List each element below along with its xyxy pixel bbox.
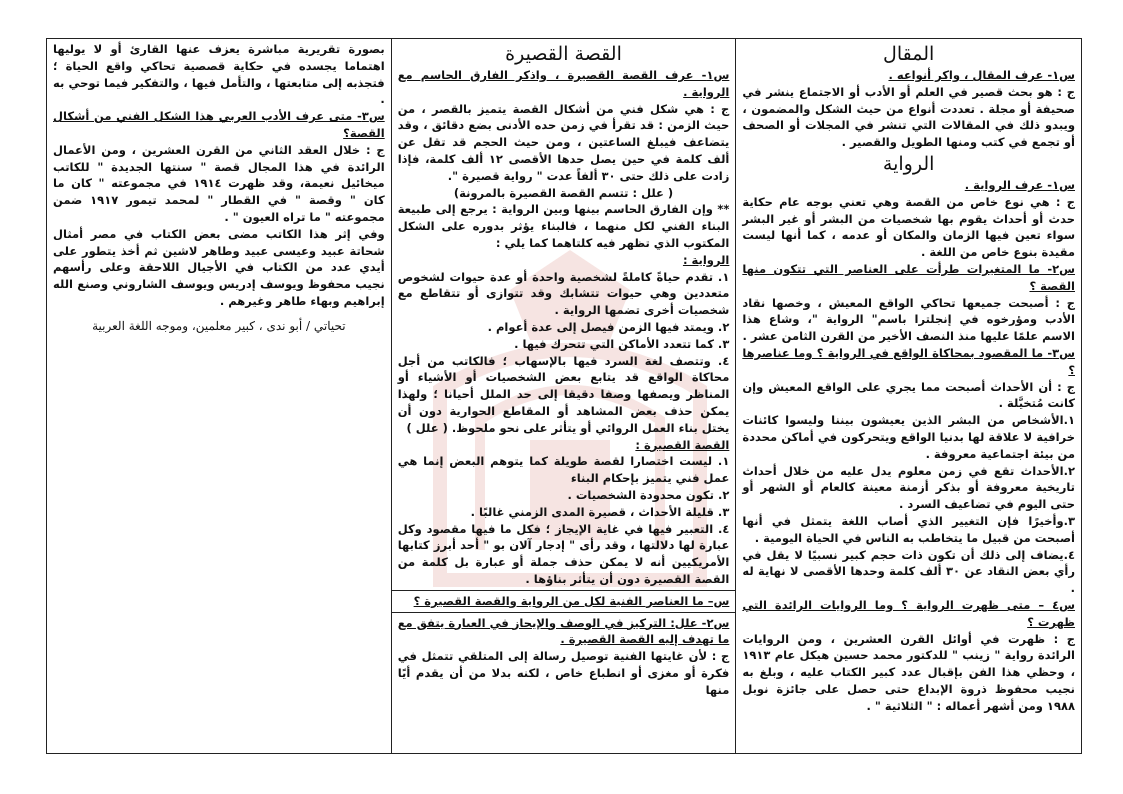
column-maqal-riwaya (736, 39, 1081, 753)
qissa-difference: ** وإن الفارق الحاسم بينها وبين الرواية : يرجع إلى طبيعة البناء الفني لكل منهما ، فالبناء يؤثر بدوره على الشكل المكتوب الذي تظهر فيه كلتاهما كما يلي : (397, 202, 730, 250)
qissa-riwaya-item: ٣. كما تتعدد الأماكن التي تتحرك فيها . (514, 336, 730, 351)
qissa-riwaya-item: ١. تقدم حياةً كاملةً لشخصية واحدة أو عدة حيوات لشخوص متعددين وهي حيوات تتشابك وقد تتوازى أو تتقاطع مع شخصيات أخرى تضمها الرواية . (397, 269, 730, 318)
qissa-question-3: س٣- متى عرف الأدب العربي هذا الشكل الفني من أشكال القصة؟ (53, 109, 385, 140)
riwaya-question-1: س١- عرف الرواية . (964, 177, 1075, 192)
riwaya-answer-3: ج : أن الأحداث أصبحت مما يجري على الواقع المعيش وإن كانت مُتخيَّلة . (742, 379, 1075, 411)
qissa-illa: ( علل : تتسم القصة القصيرة بالمرونة) (453, 185, 674, 200)
divider (392, 590, 736, 591)
maqal-question-1: س١- عرف المقال ، واكر أنواعه . (888, 68, 1075, 82)
riwaya-question-3: س٣- ما المقصود بمحاكاة الواقع في الرواية ؟ وما عناصرها ؟ (742, 345, 1075, 377)
qissa-question-2: س٢- علل: التركيز في الوصف والإيجاز في العبارة يتفق مع ما تهدف إليه القصة القصيرة . (397, 615, 730, 647)
riwaya-question-2: س٢- ما المتغيرات طرأت على العناصر التي تتكون منها القصة ؟ (742, 261, 1075, 293)
qissa-short-item: ٣. قليلة الأحداث ، قصيرة المدى الزمني غالبًا . (470, 504, 730, 519)
maqal-answer-1: ج : هو بحث قصير في العلم أو الأدب أو الاجتماع ينشر في صحيفة أو مجلة . تعددت أنواع من حيث الشكل والمضمون ، ويبدو ذلك في المقالات التي تنشر في المجلات أو الصحف أو تجمع في كتب ومنها الطويل والقصير . (742, 84, 1075, 150)
riwaya-item: ٣.وأخيرًا فإن التغيير الذي أصاب اللغة يتمثل في أنها أصبحت من قبيل ما يتخاطب به الناس في الحياة اليومية . (742, 513, 1075, 545)
qissa-short-label: القصة القصيرة : (635, 437, 730, 452)
qissa-answer-2-continued: بصورة تقريرية مباشرة يعزف عنها القارئ أو لا يوليها اهتماما يجسده في حكاية قصصية تحاكي واقع الحياة ؛ فتجذبه إلى متابعتها ، والتأمل فيها ، والتفكير فيما توحي به . (53, 42, 385, 107)
riwaya-item: ٤.يضاف إلى ذلك أن تكون ذات حجم كبير نسبيًا لا يقل في رأي بعض النقاد عن ٣٠ ألف كلمة وحدها الأقصى لا نهاية له . (742, 547, 1075, 596)
qissa-short-item: ٤. التعبير فيها في غاية الإيجاز ؛ فكل ما فيها مقصود وكل عبارة لها دلالتها ، وقد رأى " إدجار آلان بو " أحد أبرز كتابها الأمريكيين أنه لا يمكن حذف جملة أو عبارة بل كلمة من القصة القصيرة دون أن يتأثر بناؤها . (397, 521, 730, 586)
qissa-answer-1: ج : هي شكل فني من أشكال القصة يتميز بالقصر ، من حيث الزمن : قد تقرأ في زمن حده الأدنى بضع دقائق ، وقد يتضاعف فيبلغ الساعتين ، ومن حيث الحجم قد تقل عن ألف كلمة في حين يصل حدها الأقصى ١٢ ألف كلمة، فإذا زادت على ذلك حتى ٣٠ ألفاً عدت " رواية قصيرة ". (397, 101, 730, 183)
qissa-short-item: ١. ليست اختصارا لقصة طويلة كما يتوهم البعض إنما هي عمل فني يتميز بإحكام البناء (397, 454, 730, 486)
qissa-riwaya-item: ٤. وتتصف لغة السرد فيها بالإسهاب ؛ فالكاتب من أجل محاكاة الواقع قد يتابع بعض الشخصيات أو الأشياء أو المناظر ويصفها وصفا دقيقا إلى حد الملل أحيانا ؛ ولهذا يمكن حذف بعض المشاهد أو المقاطع الحوارية دون أن يختل بناء العمل الروائي أو يتأثر على نحو ملحوظ. ( علل ) (397, 353, 730, 435)
qissa-title: القصة القصيرة (505, 43, 622, 65)
riwaya-answer-1: ج : هي نوع خاص من القصة وهي تعني بوجه عام حكاية حدث أو أحداث يقوم بها شخصيات من البشر أو غير البشر سواء تعين فيها الزمان والمكان أو عدمه ، كما أنها ليست مقيدة بنوع خاص من اللغة . (742, 194, 1075, 260)
riwaya-title: الرواية (882, 152, 935, 175)
qissa-short-item: ٢. تكون محدودة الشخصيات . (567, 487, 730, 502)
riwaya-item: ١.الأشخاص من البشر الذين يعيشون بيننا وليسوا كائنات خرافية لا علاقة لها بدنيا الواقع ويتحركون في أماكن محددة من بيئة اجتماعية معروفة . (742, 413, 1075, 461)
riwaya-answer-4: ج : ظهرت في أوائل القرن العشرين ، ومن الروايات الرائدة رواية " زينب " للدكتور محمد حسين هيكل عام ١٩١٣ ، وحظي هذا الفن بإقبال عدد كبير الكتاب عليه ، وبلغ به نجيب محفوظ ذروة الإبداع حتى حصل على جائزة نوبل ١٩٨٨ ومن أشهر أعماله : " الثلاثية " . (742, 631, 1075, 713)
column-qissa (392, 39, 737, 753)
qissa-riwaya-label: الرواية : (682, 252, 730, 267)
qissa-answer-3-continued: وفي إثر هذا الكاتب مضى بعض الكتاب في مصر أمثال شحاتة عبيد وعيسى عبيد وطاهر لاشين ثم أخذ يتطور على أيدي عدد من الكتاب في الأجيال اللاحقة وعلى رأسهم نجيب محفوظ ويوسف إدريس ويوسف الشاروني وصنع الله إبراهيم وبهاء طاهر وغيرهم . (53, 226, 385, 308)
riwaya-question-4: س٤ – متى ظهرت الرواية ؟ وما الروايات الرائدة التي ظهرت ؟ (742, 597, 1075, 629)
riwaya-answer-2: ج : أصبحت جميعها تحاكي الواقع المعيش ، وخصها نقاد الأدب ومؤرخوه في إنجلترا باسم" الرواية "، وشاع هذا الاسم علمًا عليها منذ النصف الأخير من القرن الثامن عشر . (742, 295, 1075, 344)
divider (392, 612, 736, 613)
qissa-question-1: س١- عرف القصة القصيرة ، واذكر الفارق الحاسم مع الرواية . (397, 68, 730, 99)
maqal-title: المقال (883, 43, 935, 65)
qissa-riwaya-item: ٢. ويمتد فيها الزمن فيصل إلى عدة أعوام . (487, 319, 730, 334)
column-continuation (47, 39, 392, 753)
riwaya-item: ٢.الأحداث تقع في زمن معلوم يدل عليه من خلال أحداث تاريخية معروفة أو بذكر أزمنة معينة كالعام أو الشهر أو حتى اليوم في تضاعيف السرد . (742, 463, 1075, 512)
signature: تحياتي / أبو ندى ، كبير معلمين، وموجه اللغة العربية (92, 318, 346, 333)
qissa-answer-3: ج : خلال العقد الثاني من القرن العشرين ، ومن الأعمال الرائدة في هذا المجال قصة " سنتها الجديدة " للكاتب ميخائيل نعيمة، وقد ظهرت ١٩١٤ في مجموعته " كان ما كان " وقصة " في القطار " لمحمد تيمور ١٩١٧ ضمن مجموعته " ما تراه العيون " . (53, 142, 385, 224)
worksheet (46, 38, 1082, 754)
qissa-elements-question: س– ما العناصر الفنية لكل من الرواية والقصة القصيرة ؟ (413, 593, 730, 608)
qissa-answer-2: ج : لأن غايتها الفنية توصيل رسالة إلى المتلقي تتمثل في فكرة أو مغزى أو انطباع خاص ، لكنه بدلا من أن يقدم أيًا منها (397, 649, 730, 697)
